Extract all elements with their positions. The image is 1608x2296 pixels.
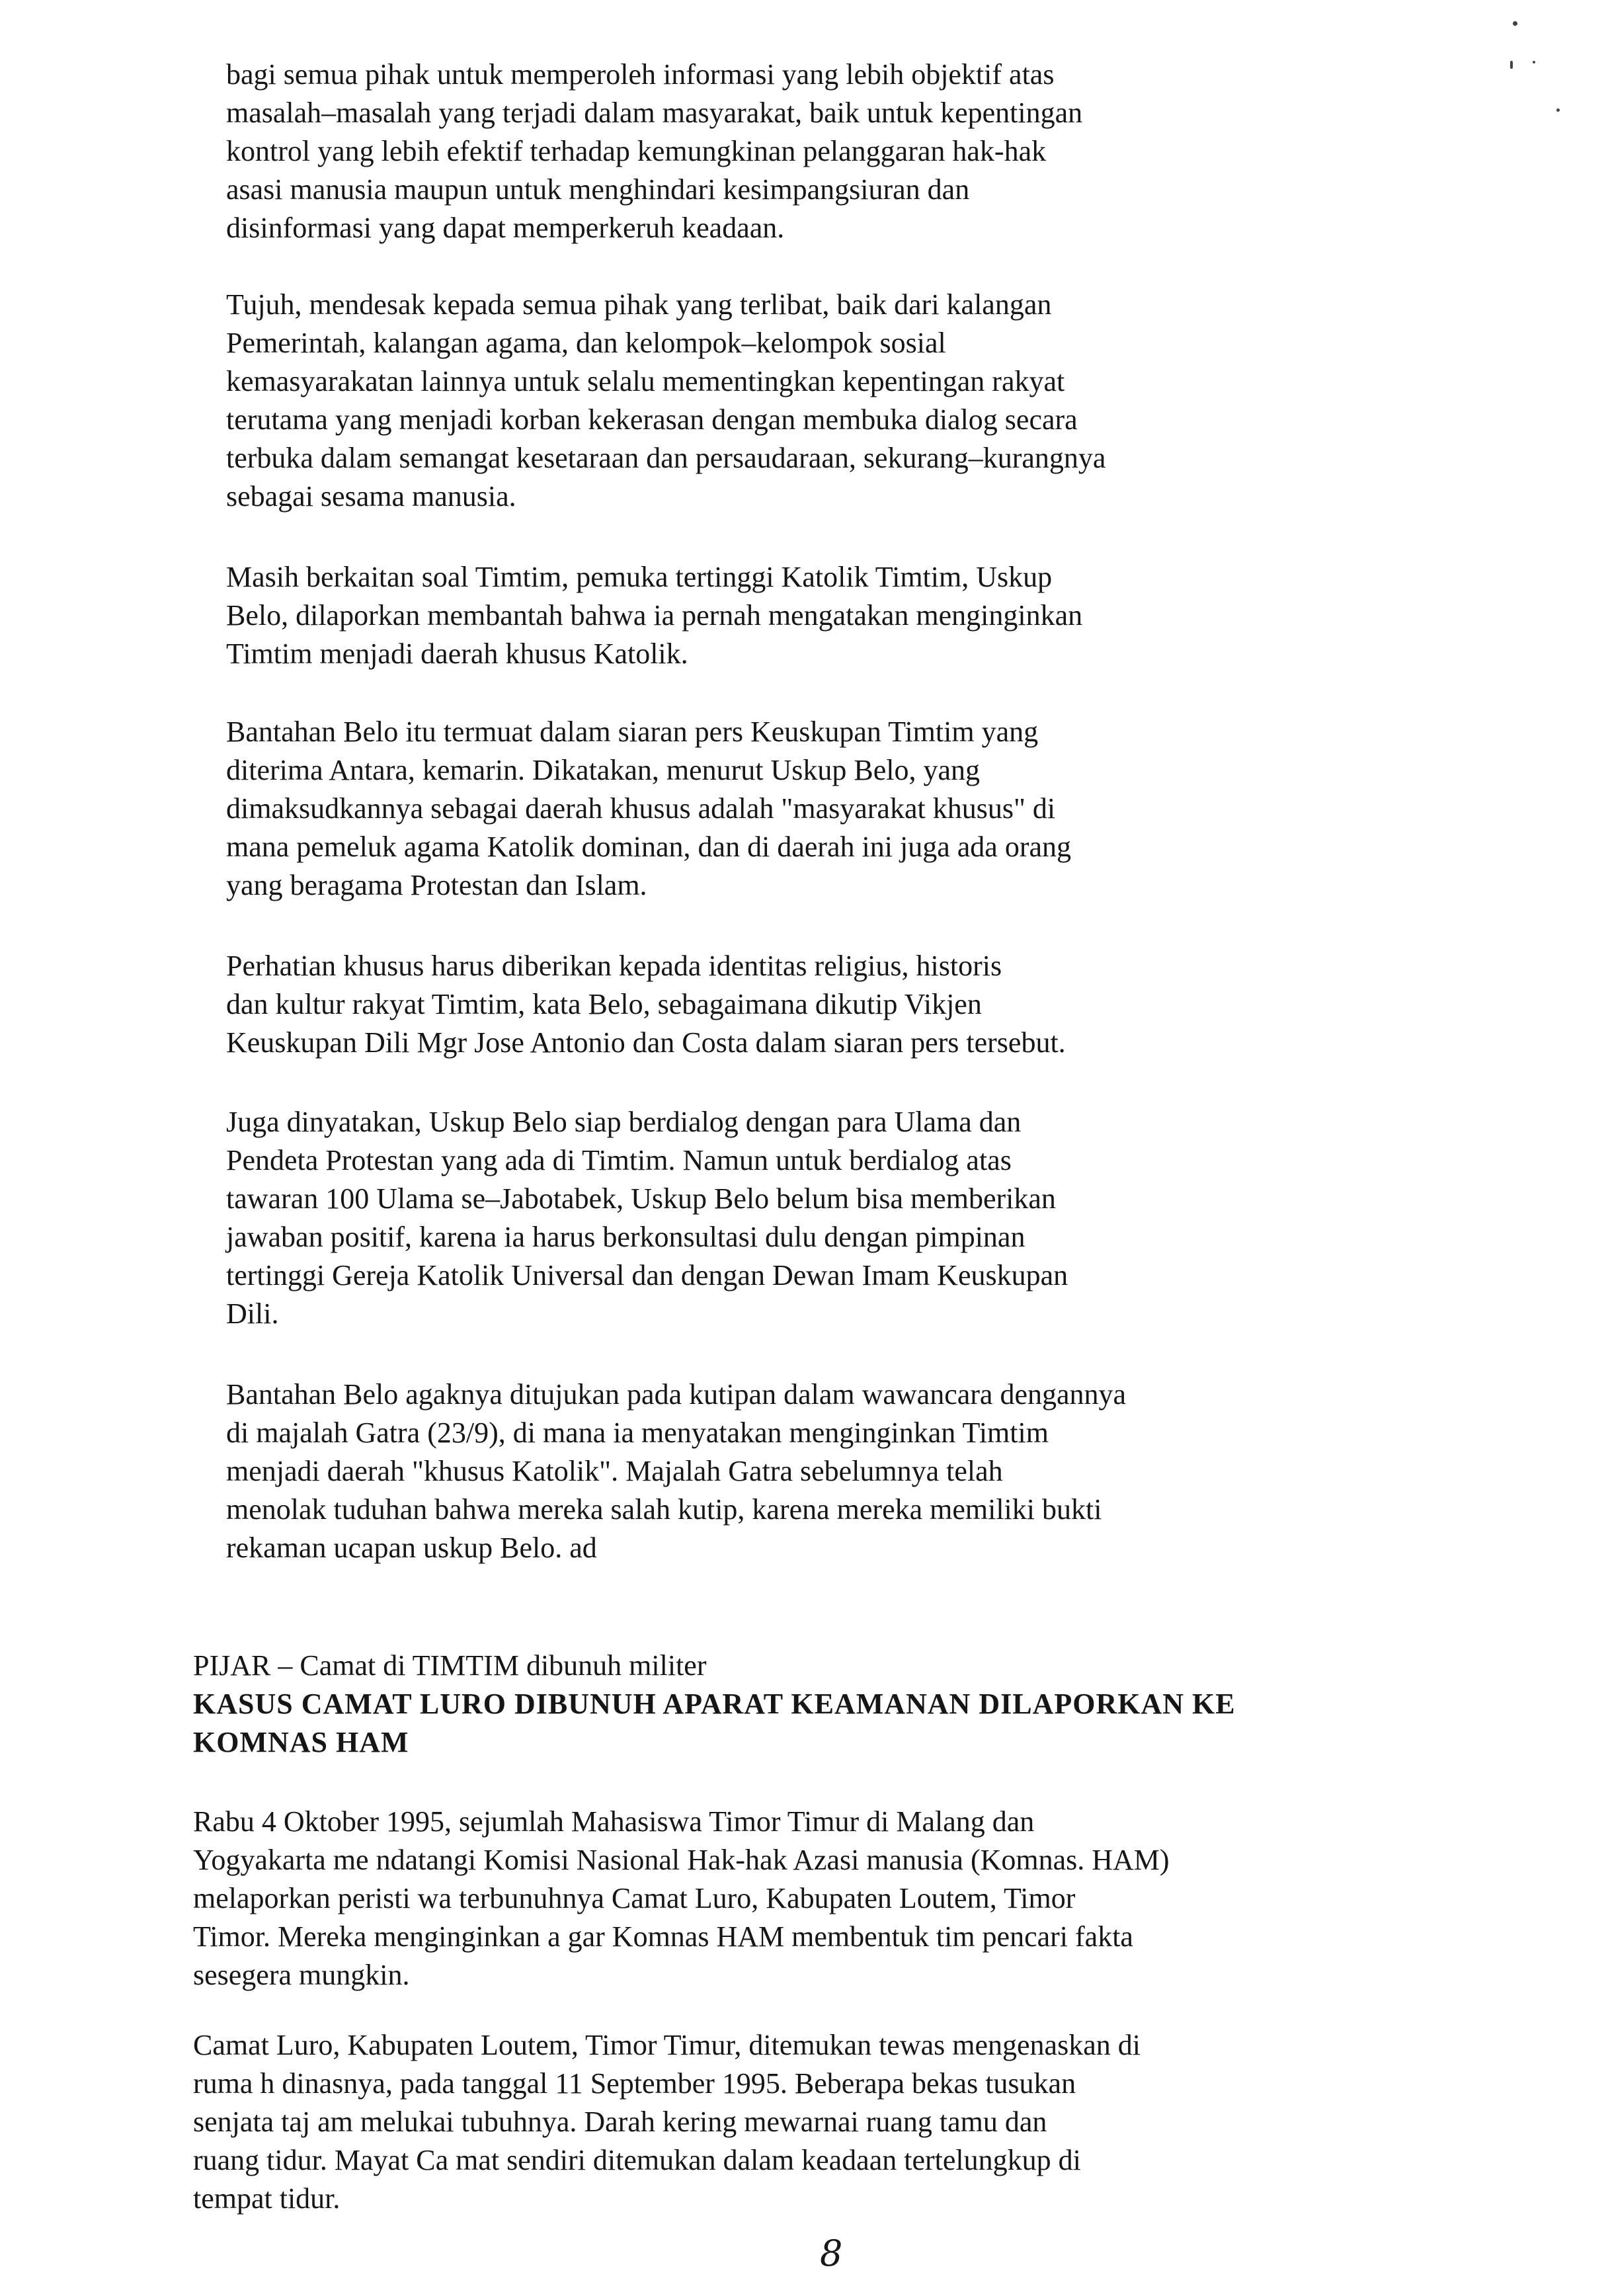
paragraph-bantahan-belo — [226, 713, 1071, 905]
text-line: Pemerintah, kalangan agama, dan kelompok–kelompok sosial — [226, 327, 946, 359]
text-line: masalah–masalah yang terjadi dalam masyarakat, baik untuk kepentingan — [226, 97, 1083, 129]
text-line: Perhatian khusus harus diberikan kepada identitas religius, historis — [226, 950, 1002, 982]
text-line: tertinggi Gereja Katolik Universal dan dengan Dewan Imam Keuskupan — [226, 1259, 1068, 1292]
text-line: dan kultur rakyat Timtim, kata Belo, sebagaimana dikutip Vikjen — [226, 988, 982, 1020]
text-line: Timor. Mereka menginginkan a gar Komnas HAM membentuk tim pencari fakta — [193, 1920, 1133, 1953]
text-line: menjadi daerah "khusus Katolik". Majalah Gatra sebelumnya telah — [226, 1455, 1003, 1487]
text-line: rekaman ucapan uskup Belo. ad — [226, 1532, 597, 1564]
text-line: kontrol yang lebih efektif terhadap kemungkinan pelanggaran hak-hak — [226, 135, 1047, 167]
text-line: di majalah Gatra (23/9), di mana ia menyatakan menginginkan Timtim — [226, 1416, 1049, 1449]
text-line: terutama yang menjadi korban kekerasan dengan membuka dialog secara — [226, 403, 1078, 436]
paragraph-tujuh — [226, 286, 1106, 516]
paragraph-bantahan-gatra — [226, 1375, 1126, 1567]
article-source-line: PIJAR – Camat di TIMTIM dibunuh militer — [193, 1649, 707, 1682]
text-line: Tujuh, mendesak kepada semua pihak yang terlibat, baik dari kalangan — [226, 288, 1052, 321]
text-line: ruma h dinasnya, pada tanggal 11 September 1995. Beberapa bekas tusukan — [193, 2067, 1076, 2100]
scan-speck — [1510, 61, 1513, 69]
text-line: menolak tuduhan bahwa mereka salah kutip, karena mereka memiliki bukti — [226, 1493, 1102, 1526]
text-line: Juga dinyatakan, Uskup Belo siap berdialog dengan para Ulama dan — [226, 1106, 1022, 1138]
text-line: disinformasi yang dapat memperkeruh keadaan. — [226, 212, 785, 244]
scan-speck — [1556, 108, 1560, 112]
article-paragraph-rabu — [193, 1803, 1170, 1994]
paragraph-perhatian-khusus — [226, 947, 1066, 1062]
text-line: melaporkan peristi wa terbunuhnya Camat Luro, Kabupaten Loutem, Timor — [193, 1882, 1076, 1914]
paragraph-information-access — [226, 56, 1082, 247]
scan-speck — [1513, 21, 1517, 26]
headline-line: KASUS CAMAT LURO DIBUNUH APARAT KEAMANAN DILAPORKAN KE — [193, 1688, 1236, 1720]
text-line: Timtim menjadi daerah khusus Katolik. — [226, 637, 688, 670]
text-line: Bantahan Belo agaknya ditujukan pada kutipan dalam wawancara dengannya — [226, 1378, 1127, 1411]
text-line: Dili. — [226, 1297, 279, 1330]
text-line: mana pemeluk agama Katolik dominan, dan di daerah ini juga ada orang — [226, 831, 1071, 863]
text-line: bagi semua pihak untuk memperoleh informasi yang lebih objektif atas — [226, 58, 1055, 91]
text-line: Belo, dilaporkan membantah bahwa ia pernah mengatakan menginginkan — [226, 599, 1083, 632]
article-headline — [193, 1685, 1236, 1762]
text-line: ruang tidur. Mayat Ca mat sendiri ditemukan dalam keadaan tertelungkup di — [193, 2144, 1081, 2176]
text-line: Keuskupan Dili Mgr Jose Antonio dan Costa dalam siaran pers tersebut. — [226, 1026, 1066, 1059]
headline-line: KOMNAS HAM — [193, 1726, 409, 1758]
text-line: senjata taj am melukai tubuhnya. Darah kering mewarnai ruang tamu dan — [193, 2106, 1047, 2138]
text-line: dimaksudkannya sebagai daerah khusus adalah "masyarakat khusus" di — [226, 792, 1056, 825]
paragraph-juga-dinyatakan — [226, 1103, 1068, 1333]
text-line: Masih berkaitan soal Timtim, pemuka tertinggi Katolik Timtim, Uskup — [226, 561, 1053, 593]
text-line: kemasyarakatan lainnya untuk selalu mementingkan kepentingan rakyat — [226, 365, 1065, 397]
text-line: Yogyakarta me ndatangi Komisi Nasional Hak-hak Azasi manusia (Komnas. HAM) — [193, 1844, 1170, 1876]
paragraph-masih-berkaitan — [226, 558, 1082, 673]
text-line: Pendeta Protestan yang ada di Timtim. Namun untuk berdialog atas — [226, 1144, 1012, 1176]
text-line: jawaban positif, karena ia harus berkonsultasi dulu dengan pimpinan — [226, 1221, 1025, 1253]
text-line: Bantahan Belo itu termuat dalam siaran pers Keuskupan Timtim yang — [226, 716, 1039, 748]
text-line: tempat tidur. — [193, 2182, 341, 2215]
text-line: Camat Luro, Kabupaten Loutem, Timor Timur, ditemukan tewas mengenaskan di — [193, 2029, 1141, 2061]
page-number: 8 — [820, 2233, 843, 2274]
text-line: sebagai sesama manusia. — [226, 480, 516, 512]
scan-speck — [1533, 61, 1535, 63]
text-line: diterima Antara, kemarin. Dikatakan, menurut Uskup Belo, yang — [226, 754, 981, 786]
text-line: yang beragama Protestan dan Islam. — [226, 869, 647, 901]
text-line: terbuka dalam semangat kesetaraan dan persaudaraan, sekurang–kurangnya — [226, 442, 1106, 474]
article-paragraph-camat-luro — [193, 2026, 1141, 2218]
text-line: asasi manusia maupun untuk menghindari kesimpangsiuran dan — [226, 173, 970, 206]
text-line: Rabu 4 Oktober 1995, sejumlah Mahasiswa Timor Timur di Malang dan — [193, 1805, 1035, 1838]
text-line: tawaran 100 Ulama se–Jabotabek, Uskup Belo belum bisa memberikan — [226, 1182, 1056, 1215]
text-line: sesegera mungkin. — [193, 1959, 410, 1991]
